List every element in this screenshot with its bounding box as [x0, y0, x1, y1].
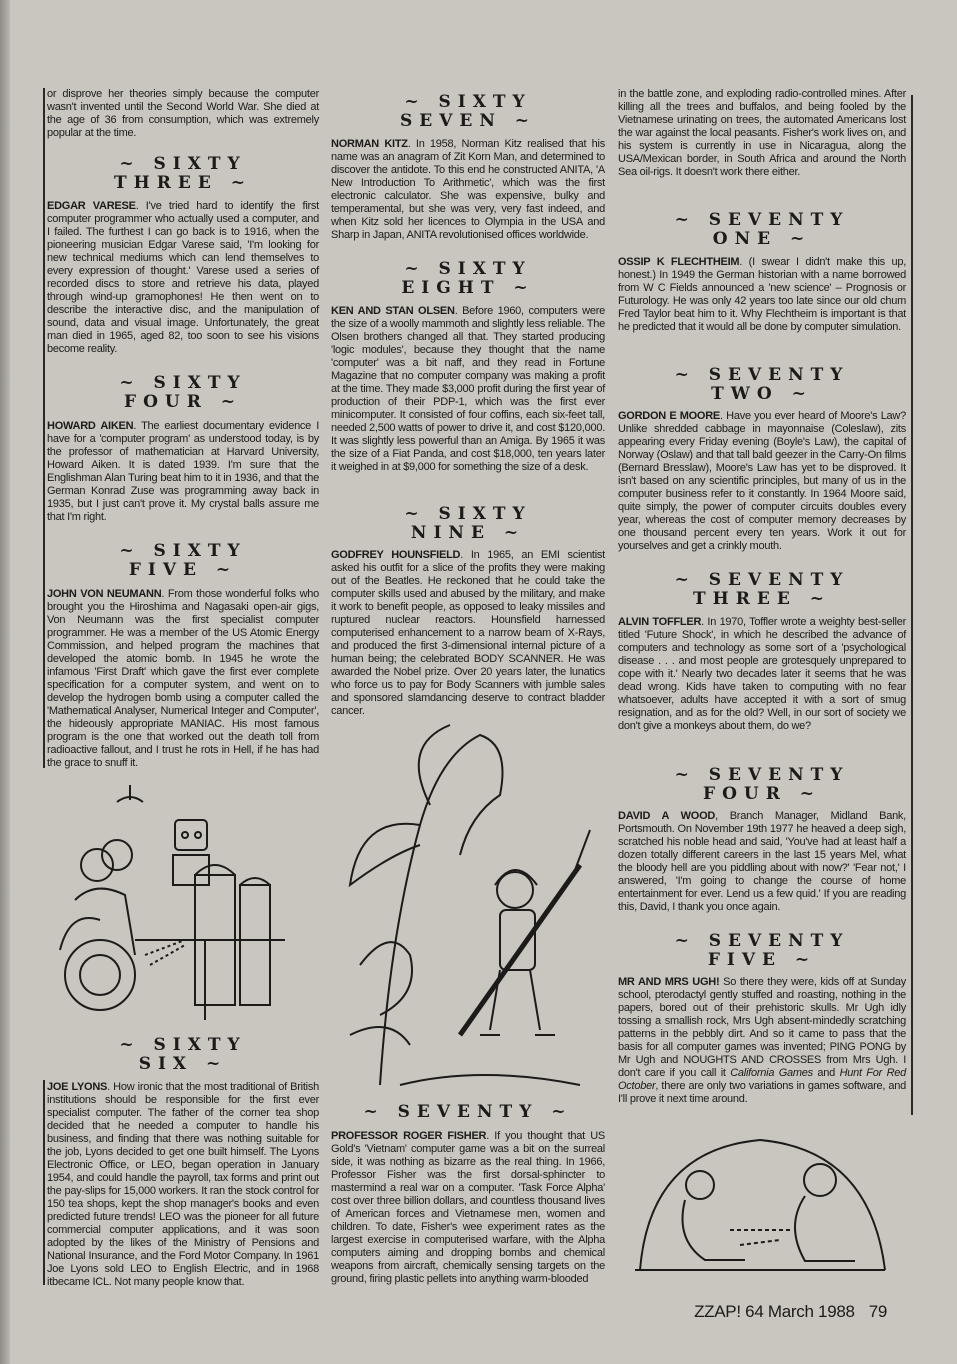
- column-rule-left-lower: [43, 1080, 45, 1285]
- heading-sixty-four: ~ SIXTY FOUR ~: [119, 373, 247, 412]
- cavemen-illustration: [630, 1130, 890, 1275]
- continued-paragraph: in the battle zone, and exploding radio-controlled mines. After killing all the trees and buffalos, and being fooled by the Vietnamese urinating on trees, the automated Americans lost the war against the local peasants. Fisher's work lives on, and his system is currently in use in Nicaragua, along the USA/Mexican border, in South Africa and around the North Sea oil-rigs. It doesn't work there either.: [618, 88, 906, 178]
- intro-paragraph: or disprove her theories simply because the computer wasn't invented until the Second World War. She died at the age of 36 from consumption, which was extremely popular at the time.: [47, 88, 319, 139]
- entry-godfrey-hounsfield: GODFREY HOUNSFIELD. In 1965, an EMI scientist asked his outfit for a slice of the profits they were making out of the Beatles. He reckoned that he could take the computer skills used and abused by the military, and make it work to benefit people, as opposed to leaky missiles and ruptured nuclear reactors. Hounsfield harnessed computerised enhancement to a narrow beam of X-Rays, and produced the first 3-dimensional internal picture of a human being; the celebrated BODY SCANNER. He was awarded the Nobel prize. Over 20 years later, the lunatics who force us to pay for Body Scanners with jumble sales and sponsored slamdancing deserve to contract bladder cancer.: [331, 549, 605, 717]
- page-number: 79: [868, 1302, 887, 1321]
- entry-alvin-toffler: ALVIN TOFFLER. In 1970, Toffler wrote a weighty best-seller titled 'Future Shock', in which he described the advance of computers and technology as some sort of a 'psychological disease . . . and most people are grotesquely unprepared to cope with it.' Nearly two decades later it seems that he was dead wrong. Kids have taken to computing with no fear whatsoever, adults have accepted it with a sort of smug resignation, and as for the old? Well, in our sort of society we don't give a monkeys about them, do we?: [618, 616, 906, 732]
- entry-ken-and-stan-olsen: KEN AND STAN OLSEN. Before 1960, computers were the size of a woolly mammoth and slightly less reliable. The Olsen brothers changed all that. They started producing 'logic modules', because they thought that the name 'computer' was a bit naff, and they read in Fortune Magazine that no computer company was making a profit at the time. They made $3,000 profit during the first year of production of their PDP-1, which was the first ever minicomputer. It consisted of four coffins, each six-feet tall, needed 2,500 watts of power to drive it, and cost $120,000. It was slightly less powerful than an Amiga. By 1965 it was the size of a Fiat Panda, and cost $18,000, ten years later it weighed in at $9,000 for something the size of a desk.: [331, 305, 605, 473]
- jungle-soldier-illustration: [340, 715, 600, 1095]
- column-rule-left: [43, 88, 45, 768]
- heading-seventy-two: ~ SEVENTY TWO ~: [674, 365, 850, 404]
- entry-ossip-k-flechtheim: OSSIP K FLECHTHEIM. (I swear I didn't make this up, honest.) In 1949 the German historian with a name borrowed from W C Fields announced a 'new science' – Prognosis or Futurology. He was only 42 years too late since our old chum Fred Taylor beat him to it. Why Flechtheim is important is that he predicted that it would all be done by computer simulation.: [618, 256, 906, 333]
- heading-seventy-four: ~ SEVENTY FOUR ~: [674, 765, 850, 804]
- tea-shop-computer-illustration: [55, 780, 310, 1025]
- entry-mr-and-mrs-ugh: MR AND MRS UGH! So there they were, kids off at Sunday school, pterodactyl gently stuffed and roasting, nothing in the papers, bored out of their prehistoric skulls. Mr Ugh idly tossing a smallish rock, Mrs Ugh absent-mindedly scratching patterns in the pebbly dirt. And so it came to pass that the basis for all computer games was invented; PING PONG by Mr Ugh and NOUGHTS AND CROSSES from Mrs Ugh. I don't care if you call it California Games and Hunt For Red October, there are only two variations in games software, and I'll prove it next time around.: [618, 976, 907, 1105]
- entry-john-von-neumann: JOHN VON NEUMANN. From those wonderful folks who brought you the Hiroshima and Nagasaki open-air gigs, Von Neumann was the first specialist computer programmer. He was a member of the US Atomic Energy Commission, and helped program the machines that developed the atomic bomb. In 1945 he wrote the infamous 'First Draft' which gave the first ever complete specification for a computer system, and went on to develop the hydrogen bomb using a computer called the 'Mathematical Analyser, Numerical Integer and Computer', the hideously appropriate MANIAC. His most famous program is the one that worked out the death toll from radioactive fallout, and I trust he rots in Hell, if he has had the grace to snuff it.: [47, 588, 319, 769]
- entry-norman-kitz: NORMAN KITZ. In 1958, Norman Kitz realised that his name was an anagram of Zit Korn Man, and determined to discover the antidote. To this end he constructed ANITA, 'A New Introduction To Arithmetic', which was the first electronic calculator. She was expensive, bulky and temperamental, but she was very, very fast indeed, and when Kitz sold her licences to Olympia in the USA and Sharp in Japan, ANITA revolutionised offices worldwide.: [331, 138, 605, 241]
- entry-joe-lyons: JOE LYONS. How ironic that the most traditional of British institutions should be responsible for the first ever specialist computer. The father of the corner tea shop decided that he needed a computer to handle his business, and finding that there was nothing suitable for the job, Lyons decided to get one built himself. The Lyons Electronic Office, or LEO, began operation in January 1954, and could handle the payroll, tax forms and print out the pay-slips for 15,000 workers. It ran the stock control for 150 tea shops, kept the shop manager's books and even predicted future trends! LEO was the pioneer for all future commercial computer applications, and it was soon adopted by the likes of the Ministry of Pensions and National Insurance, and the Ford Motor Company. In 1961 Joe Lyons sold LEO to English Electric, and in 1968 itbecame ICL. Not many people know that.: [47, 1081, 319, 1288]
- column-rule-right: [911, 95, 913, 1115]
- heading-sixty-seven: ~ SIXTY SEVEN ~: [399, 92, 537, 131]
- heading-seventy-three: ~ SEVENTY THREE ~: [674, 570, 850, 609]
- page-footer: [694, 1302, 887, 1322]
- entry-david-a-wood: DAVID A WOOD, Branch Manager, Midland Bank, Portsmouth. On November 19th 1977 he heaved a deep sigh, scratched his noble head and said, 'You've had at least half a dozen totally different careers in the last 15 years Mel, what the bloody hell are you piddling about with now?' 'Fear not,' I answered, 'I'm going to change the course of home entertainment for ever. Lend us a few quid.' If you are reading this, David, I thank you once again.: [618, 810, 906, 913]
- page-edge-shadow: [0, 0, 10, 1364]
- heading-sixty-three: ~ SIXTY THREE ~: [114, 154, 252, 193]
- entry-professor-roger-fisher: PROFESSOR ROGER FISHER. If you thought that US Gold's 'Vietnam' computer game was a bit on the surreal side, it was nothing as bizarre as the real thing. In 1966, Professor Fisher was the first dorsal-sphincter to mastermind a real war on a computer. 'Task Force Alpha' cost over three billion dollars, and countless thousand lives of American forces and Vietnamese men, women and children. To date, Fisher's wee experiment rates as the largest exercise in computerised warfare, with the Alpha computers aiming and dropping bombs and chemical weapons from aircraft, chemically sensing targets on the ground, firing plastic pellets into anything warm-blooded: [331, 1130, 605, 1285]
- heading-sixty-eight: ~ SIXTY EIGHT ~: [401, 259, 535, 298]
- heading-sixty-nine: ~ SIXTY NINE ~: [404, 504, 532, 543]
- heading-sixty-six: ~ SIXTY SIX ~: [119, 1035, 247, 1074]
- heading-seventy-five: ~ SEVENTY FIVE ~: [674, 931, 850, 970]
- heading-seventy-one: ~ SEVENTY ONE ~: [674, 210, 850, 249]
- entry-gordon-e-moore: GORDON E MOORE. Have you ever heard of Moore's Law? Unlike shredded cabbage in mayonnaise (Coleslaw), zits appearing every Friday evening (Boyle's Law), the capital of Norway (Oslaw) and that tall bald geezer in the Carry-On films (Bernard Bresslaw), Moore's Law has yet to be disproved. It isn't based on any scientific principles, but many of us in the computer business refer to it constantly. In 1964 Moore said, quite simply, the power of computer circuits doubles every year, whereas the cost of computer memory decreases by one thousand percent every ten years. Work it out for yourselves and get a crinkly mouth.: [618, 410, 906, 552]
- entry-edgar-varese: EDGAR VARESE. I've tried hard to identify the first computer programmer who actually used a computer, and I failed. The furthest I can go back is to 1916, when the pioneering musician Edgar Varese said, 'I'm looking for new technical mediums which can lend themselves to every expression of thought.' Varese used a series of recorded discs to store and retrieve his data, played through wind-up gramophones! He then went on to describe the interactive disc, and the manipulation of sound, data and visual image. Unfortunately, the great man died in 1965, aged 82, too soon to see his visions become reality.: [47, 200, 319, 355]
- entry-howard-aiken: HOWARD AIKEN. The earliest documentary evidence I have for a 'computer program' as understood today, is by the professor of mathematician at Harvard University, Howard Aiken. It is dated 1939. I'm sure that the Englishman Alan Turing beat him to it in 1936, and that the German Konrad Zuse was programming away back in 1935, but I just can't prove it. My crystal balls assure me that I'm right.: [47, 420, 320, 523]
- heading-sixty-five: ~ SIXTY FIVE ~: [119, 541, 247, 580]
- heading-seventy: ~ SEVENTY ~: [363, 1102, 573, 1122]
- magazine-issue: ZZAP! 64 March 1988: [694, 1302, 855, 1321]
